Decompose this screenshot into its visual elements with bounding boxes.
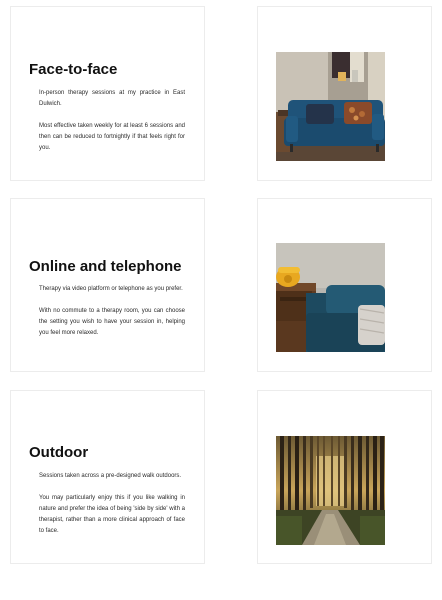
outdoor-description [39,471,185,548]
outdoor-paragraph-1: Sessions taken across a pre-designed walk outdoors. [39,473,182,479]
telephone-and-sofa-photo [276,243,385,352]
therapy-room-sofa-photo [276,52,385,161]
outdoor-paragraph-2: You may particularly enjoy this if you like walking in nature and prefer the idea of being 'side by side' with a therapist, rather than a more clinical approach of face to face. [39,495,185,534]
section-title-face-to-face: Face-to-face [29,61,118,78]
face-to-face-description [39,88,185,165]
section-title-online-telephone: Online and telephone [29,258,182,275]
face-to-face-paragraph-2: Most effective taken weekly for at least 6 sessions and then can be reduced to fortnightly if that feels right for you. [39,123,185,151]
forest-path-photo [276,436,385,545]
face-to-face-paragraph-1: In-person therapy sessions at my practice in East Dulwich. [39,90,185,107]
online-telephone-paragraph-1: Therapy via video platform or telephone as you prefer. [39,286,183,292]
section-title-outdoor: Outdoor [29,444,89,461]
online-telephone-paragraph-2: With no commute to a therapy room, you can choose the setting you wish to have your session in, helping you feel more relaxed. [39,308,185,336]
online-telephone-description [39,284,185,350]
